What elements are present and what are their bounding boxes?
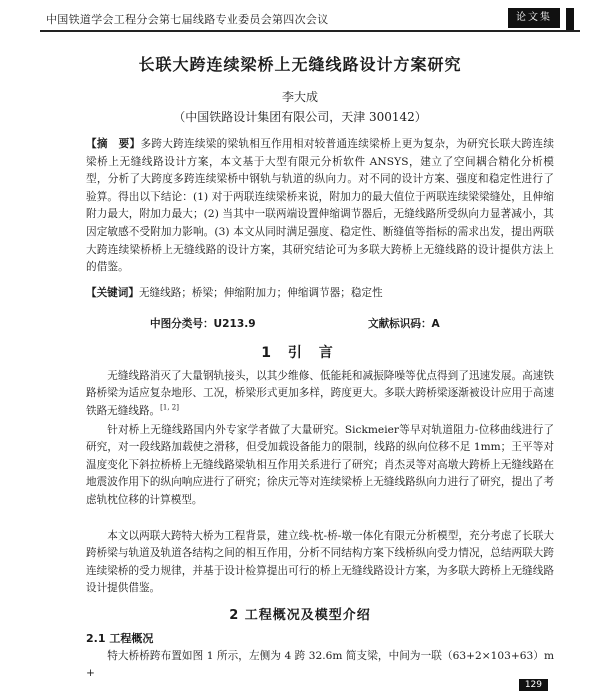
section-2-heading: 2 工程概况及模型介绍 bbox=[229, 608, 371, 623]
clc-number: 中图分类号：U213.9 bbox=[150, 318, 256, 330]
author-affiliation: （中国铁路设计集团有限公司，天津 300142） bbox=[173, 110, 427, 124]
intro-paragraph-3: 本文以两联大跨特大桥为工程背景，建立线-枕-桥-墩一体化有限元分析模型，充分考虑了长联大跨桥梁与轨道及轨道各结构之间的相互作用，分析不同结构方案下线桥纵向受力情况，总结两联大跨连续梁桥的受力规律，并基于设计检算提出可行的桥上无缝线路设计方案，为多联大跨桥上无缝线路设计提供借鉴。 bbox=[86, 530, 554, 595]
intro-paragraph-2: 针对桥上无缝线路国内外专家学者做了大量研究。Sickmeier等早对轨道阻力-位移曲线进行了研究，对一段线路加载使之滑移，但受加载设备能力的限制，线路的纵向位移不足 1mm；王平等对温度变化下斜拉桥桥上无缝线路梁轨相互作用关系进行了研究；肖杰灵等对高墩大跨桥上无缝线路在地震波作用下的纵向响应进行了研究；徐庆元等对连续梁桥上无缝线路纵向力进行了研究，提出了考虑轨枕位移的计算模型。 bbox=[86, 424, 554, 506]
keywords bbox=[86, 285, 554, 302]
keywords-label: 【关键词】 bbox=[86, 287, 139, 299]
section-2-1-heading: 2.1 工程概况 bbox=[86, 632, 154, 645]
paper-title: 长联大跨连续梁桥上无缝线路设计方案研究 bbox=[138, 55, 462, 74]
section-2-1-paragraph: 特大桥桥跨布置如图 1 所示，左侧为 4 跨 32.6m 简支梁，中间为一联（63+2×103+63）m + bbox=[86, 650, 554, 680]
header-bar-decoration bbox=[566, 8, 574, 30]
page-number: 129 bbox=[519, 679, 548, 691]
document-code: 文献标识码：A bbox=[368, 318, 440, 330]
running-header bbox=[40, 8, 580, 32]
intro-paragraph-1 bbox=[86, 368, 554, 420]
intro-reference-1-2: [1, 2] bbox=[160, 403, 179, 412]
abstract-text: 多跨大跨连续梁的梁轨相互作用相对较普通连续梁桥上更为复杂，为研究长联大跨连续梁桥上无缝线路设计方案，本文基于大型有限元分析软件 ANSYS，建立了空间耦合精化分析模型，分析了大跨度多跨连续梁桥中钢轨与轨道的纵向力。对不同的设计方案、强度和稳定性进行了验算。得出以下结论：(1) 对于两联连续梁桥来说，附加力的最大值位于两联连续梁梁缝处，且伸缩附力最大，附加力最大；(2) 当其中一联两端设置伸缩调节器后，无缝线路所受纵向力显著减小，其因定敏感不受附加力影响。(3) 本文从同时满足强度、稳定性、断缝值等指标的需求出发，提出两联大跨连续梁桥桥上无缝线路的设计方案，其研究结论可为多联大跨桥上无缝线路的设计提供方法上的借鉴。 bbox=[86, 138, 555, 274]
author-name: 李大成 bbox=[281, 90, 318, 104]
intro-paragraph-1-text: 无缝线路消灭了大量钢轨接头，以其少维修、低能耗和减振降噪等优点得到了迅速发展。高速铁路桥梁为适应复杂地形、工况，桥梁形式更加多样，跨度更大。多联大跨桥梁逐渐被设计应用于高速铁路无缝线路。 bbox=[86, 370, 554, 417]
section-1-heading: 1 引 言 bbox=[261, 345, 339, 361]
keywords-text: 无缝线路；桥梁；伸缩附加力；伸缩调节器；稳定性 bbox=[138, 287, 383, 299]
proceedings-badge: 论文集 bbox=[508, 8, 560, 28]
abstract-label: 【摘 要】 bbox=[86, 138, 141, 150]
abstract bbox=[86, 136, 554, 277]
running-header-text: 中国铁道学会工程分会第七届线路专业委员会第四次会议 bbox=[46, 13, 329, 26]
